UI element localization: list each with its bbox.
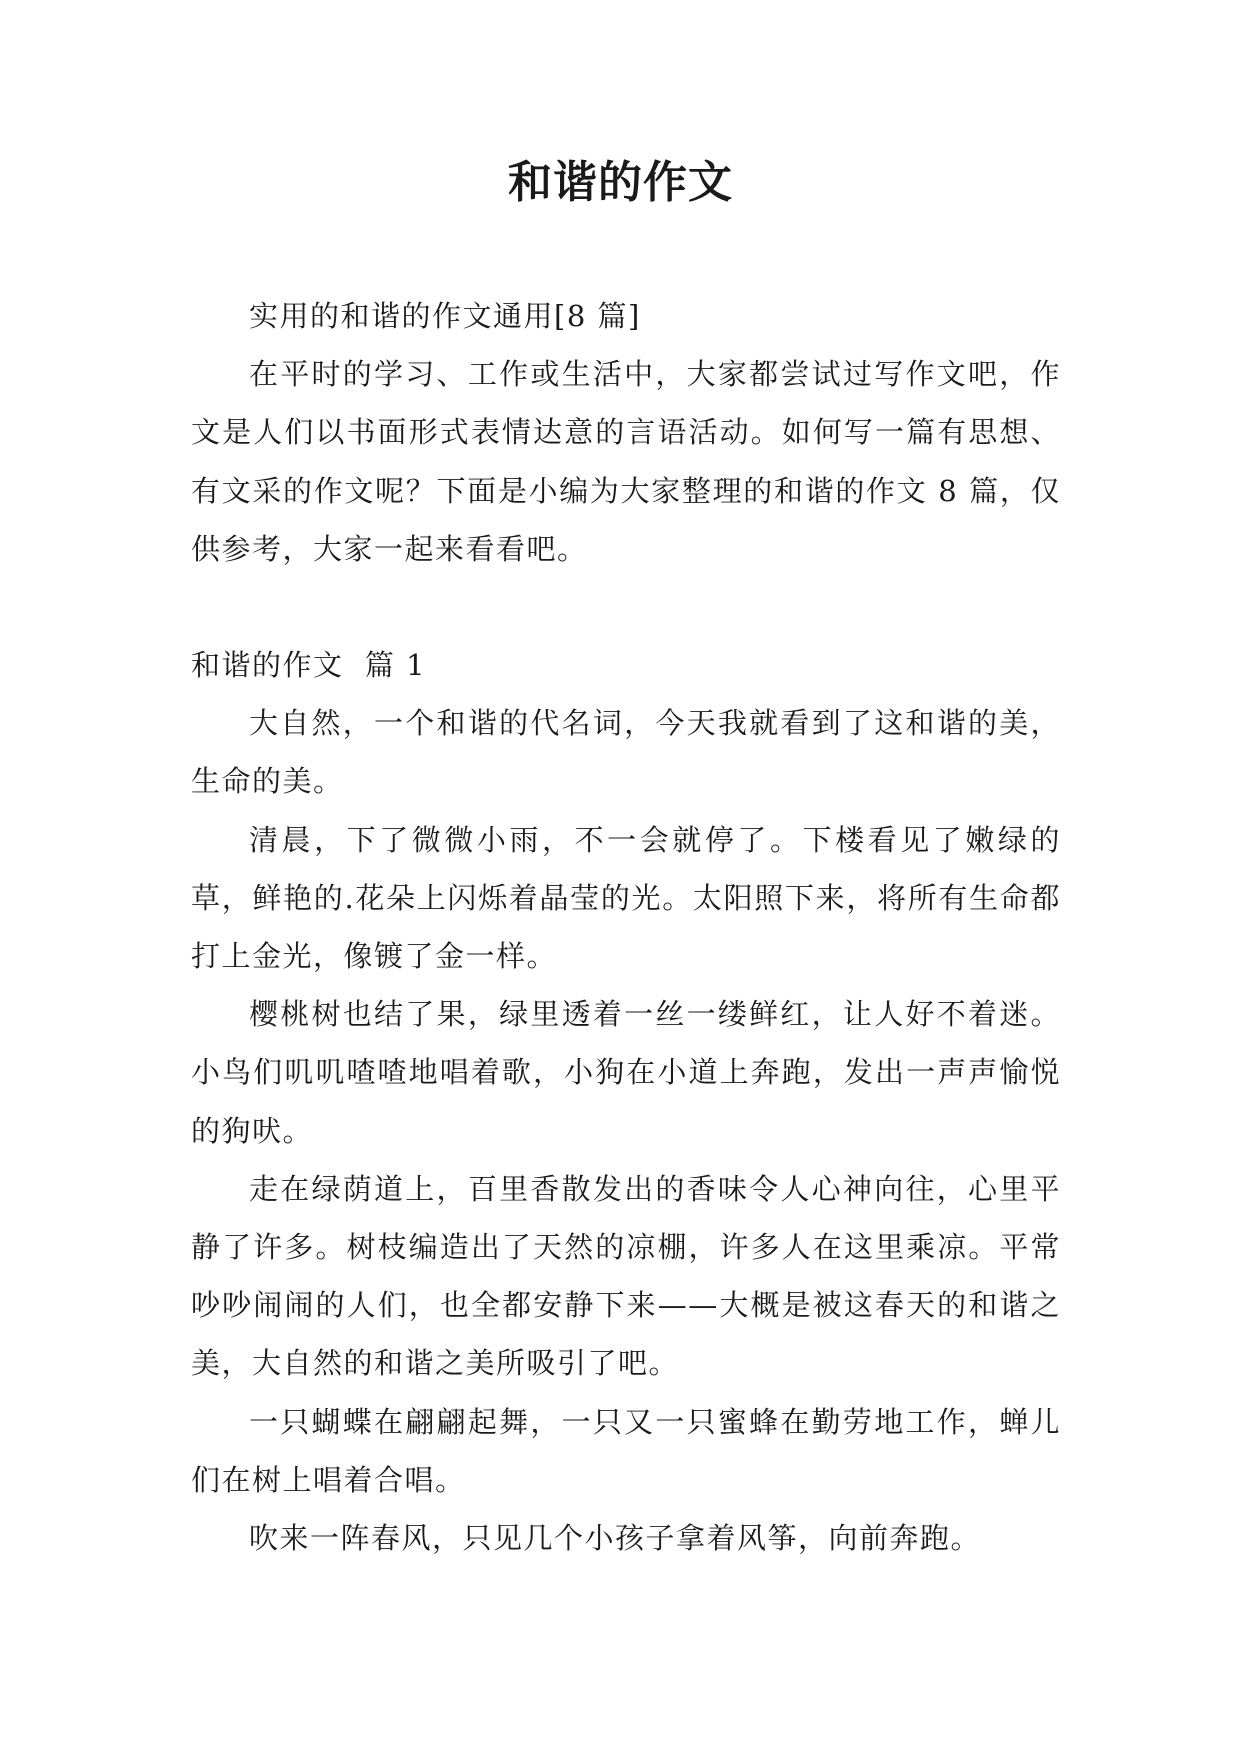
document-title: 和谐的作文 xyxy=(508,157,733,208)
intro-paragraph: 在平时的学习、工作或生活中，大家都尝试过写作文吧，作文是人们以书面形式表情达意的言语活动。如何写一篇有思想、有文采的作文呢？下面是小编为大家整理的和谐的作文 8 篇，仅供参考，大家一起来看看吧。 xyxy=(191,357,1061,566)
document-subtitle: 实用的和谐的作文通用[8 篇] xyxy=(249,299,641,333)
body-paragraph: 走在绿荫道上，百里香散发出的香味令人心神向往，心里平静了许多。树枝编造出了天然的凉棚，许多人在这里乘凉。平常吵吵闹闹的人们，也全都安静下来——大概是被这春天的和谐之美，大自然的和谐之美所吸引了吧。 xyxy=(191,1171,1061,1381)
body-paragraph: 吹来一阵春风，只见几个小孩子拿着风筝，向前奔跑。 xyxy=(249,1521,982,1556)
section-heading: 和谐的作文 篇 1 xyxy=(191,648,427,683)
body-paragraph: 一只蝴蝶在翩翩起舞，一只又一只蜜蜂在勤劳地工作，蝉儿们在树上唱着合唱。 xyxy=(191,1404,1061,1497)
body-paragraph: 樱桃树也结了果，绿里透着一丝一缕鲜红，让人好不着迷。小鸟们叽叽喳喳地唱着歌，小狗在小道上奔跑，发出一声声愉悦的狗吠。 xyxy=(191,997,1061,1148)
body-paragraph: 清晨，下了微微小雨，不一会就停了。下楼看见了嫩绿的草，鲜艳的.花朵上闪烁着晶莹的光。太阳照下来，将所有生命都打上金光，像镀了金一样。 xyxy=(191,822,1061,974)
body-paragraph: 大自然，一个和谐的代名词，今天我就看到了这和谐的美，生命的美。 xyxy=(191,706,1061,799)
document-body xyxy=(191,287,1061,1567)
